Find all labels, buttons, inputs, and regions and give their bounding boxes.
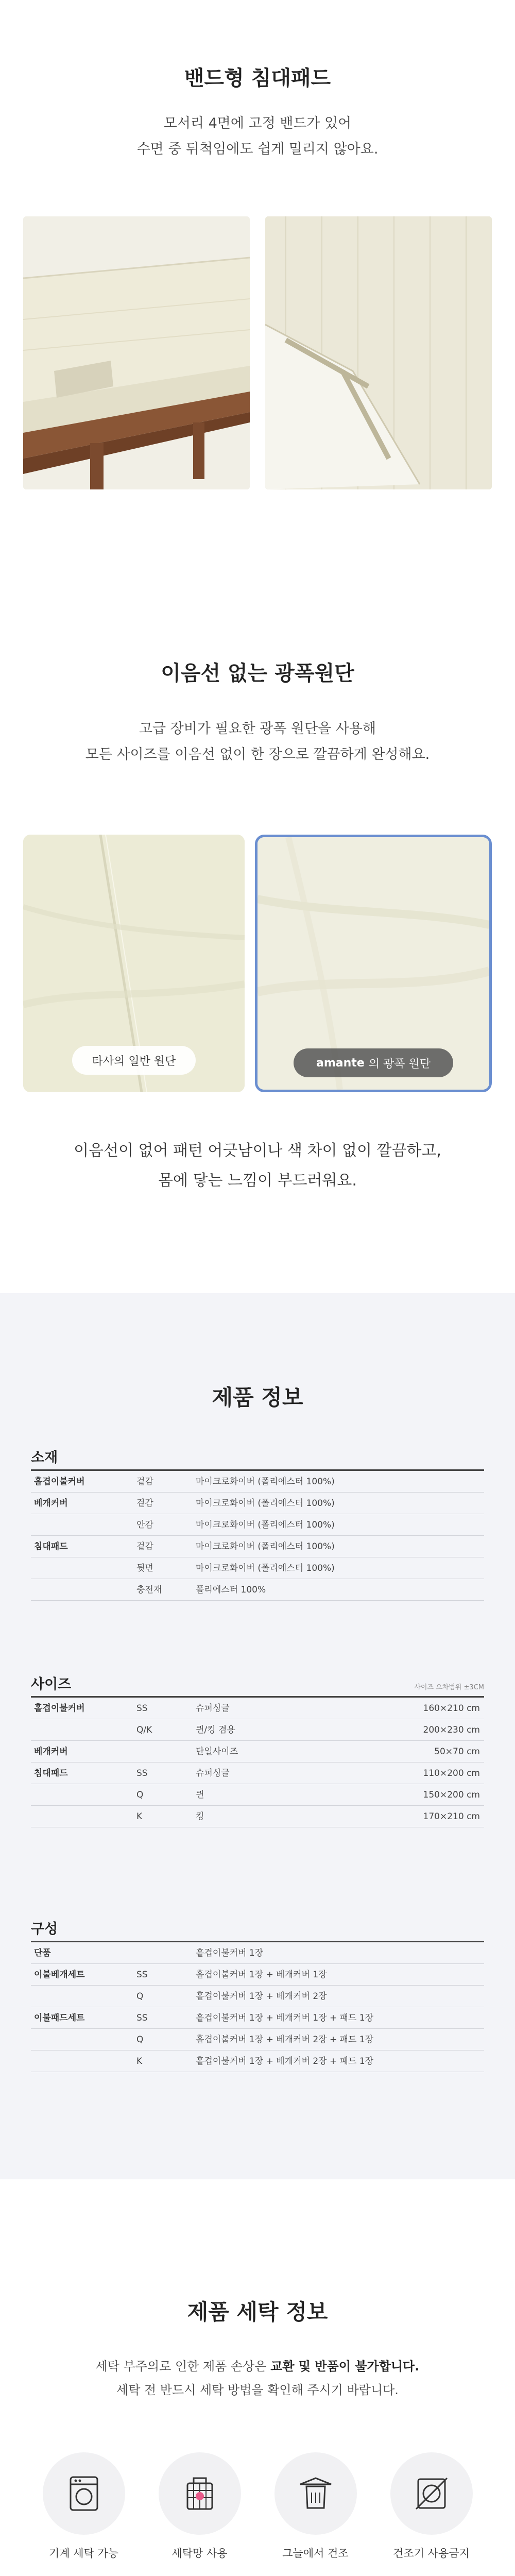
table-row: 단품 홑겹이불커버 1장 (31, 1942, 484, 1964)
table-row: 뒷면 마이크로화이버 (폴리에스터 100%) (31, 1557, 484, 1579)
product-info-title: 제품 정보 (212, 1385, 303, 1410)
amante-fabric-label: amante 의 광폭 원단 (294, 1048, 453, 1077)
material-title: 소재 (31, 1445, 484, 1471)
composition-table (31, 1917, 484, 2072)
table-row: K 킹 170×210 cm (31, 1806, 484, 1827)
care-item: 세탁망 사용 (142, 2452, 258, 2561)
brand-name: amante (316, 1056, 365, 1070)
care-info-title: 제품 세탁 정보 (187, 2299, 328, 2325)
size-table (31, 1672, 484, 1827)
table-row: Q/K 퀸/킹 겸용 200×230 cm (31, 1719, 484, 1741)
other-fabric-photo (23, 835, 245, 1092)
care-info-description: 세탁 부주의로 인한 제품 손상은 교환 및 반품이 불가합니다. 세탁 전 반드시 세탁 방법을 확인해 주시기 바랍니다. (95, 2359, 420, 2397)
amante-fabric-photo (255, 835, 492, 1092)
care-item: 기계 세탁 가능 (26, 2452, 142, 2561)
bed-pad-photo (23, 216, 250, 489)
wide-fabric-title: 이음선 없는 광폭원단 (161, 662, 354, 685)
band-pad-section (0, 0, 515, 541)
wide-fabric-benefit: 이음선이 없어 패턴 어긋남이나 색 차이 없이 깔끔하고, 몸에 닿는 느낌이 부드러워요. (74, 1142, 441, 1190)
table-row: K 홑겹이불커버 1장 + 베개커버 2장 + 패드 1장 (31, 2050, 484, 2072)
table-row: Q 홑겹이불커버 1장 + 베개커버 2장 + 패드 1장 (31, 2029, 484, 2050)
other-fabric-label: 타사의 일반 원단 (72, 1046, 196, 1075)
size-title: 사이즈 사이즈 오차범위 ±3CM (31, 1672, 484, 1698)
band-pad-description: 모서리 4면에 고정 밴드가 있어 수면 중 뒤척임에도 쉽게 밀리지 않아요. (136, 115, 379, 157)
band-pad-title: 밴드형 침대패드 (184, 66, 331, 90)
size-tolerance-note: 사이즈 오차범위 ±3CM (414, 1684, 484, 1691)
table-row: 충전재 폴리에스터 100% (31, 1579, 484, 1601)
table-row: 침대패드 SS 슈퍼싱글 110×200 cm (31, 1762, 484, 1784)
shade-dry-icon (274, 2452, 357, 2535)
corner-band-photo (265, 216, 492, 489)
no-dryer-icon (390, 2452, 473, 2535)
material-table (31, 1445, 484, 1601)
care-item: 건조기 사용금지 (373, 2452, 489, 2561)
wide-fabric-description: 고급 장비가 필요한 광폭 원단을 사용해 모든 사이즈를 이음선 없이 한 장으로 깔끔하게 완성해요. (85, 721, 430, 762)
table-row: 이불패드세트 SS 홑겹이불커버 1장 + 베개커버 1장 + 패드 1장 (31, 2007, 484, 2029)
table-row: 이불베개세트 SS 홑겹이불커버 1장 + 베개커버 1장 (31, 1964, 484, 1986)
table-row: 홑겹이불커버 SS 슈퍼싱글 160×210 cm (31, 1698, 484, 1719)
washing-machine-icon (43, 2452, 125, 2535)
laundry-net-icon (159, 2452, 241, 2535)
care-item: 그늘에서 건조 (258, 2452, 373, 2561)
composition-title: 구성 (31, 1917, 484, 1942)
table-row: 안감 마이크로화이버 (폴리에스터 100%) (31, 1514, 484, 1536)
product-info-section (0, 1293, 515, 2179)
table-row: 베개커버 단일사이즈 50×70 cm (31, 1741, 484, 1762)
table-row: 침대패드 겉감 마이크로화이버 (폴리에스터 100%) (31, 1536, 484, 1557)
table-row: 베개커버 겉감 마이크로화이버 (폴리에스터 100%) (31, 1493, 484, 1514)
table-row: Q 퀸 150×200 cm (31, 1784, 484, 1806)
table-row: 홑겹이불커버 겉감 마이크로화이버 (폴리에스터 100%) (31, 1471, 484, 1493)
table-row: Q 홑겹이불커버 1장 + 베개커버 2장 (31, 1986, 484, 2007)
